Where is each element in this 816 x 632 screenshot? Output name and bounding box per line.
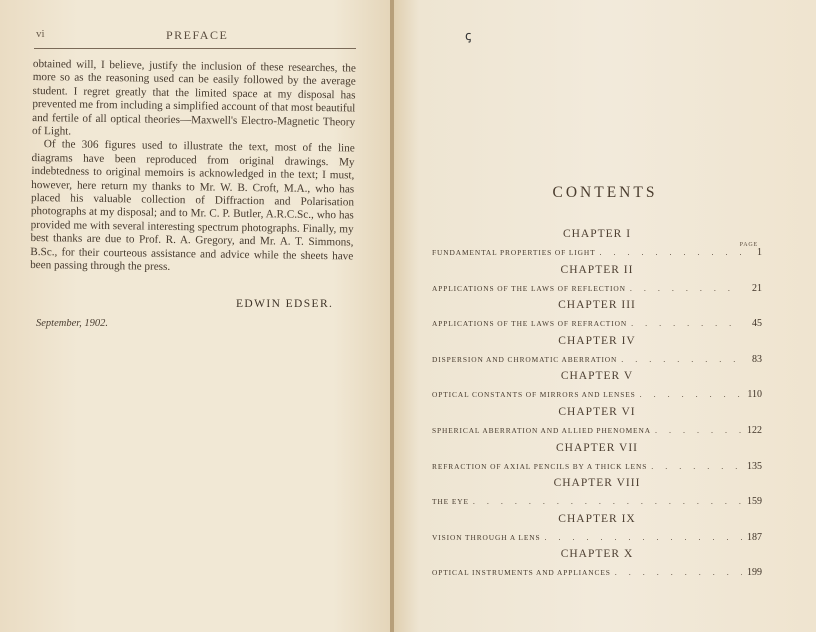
author-signature: EDWIN EDSER. bbox=[236, 298, 334, 310]
chapter-line[interactable] bbox=[432, 283, 762, 294]
chapter-page: 135 bbox=[747, 460, 762, 472]
chapter-line[interactable] bbox=[432, 496, 762, 507]
chapter-title: FUNDAMENTAL PROPERTIES OF LIGHT bbox=[432, 248, 596, 257]
dot-leader bbox=[600, 248, 742, 257]
chapter-heading: CHAPTER IV bbox=[558, 334, 636, 347]
toc-entry bbox=[432, 406, 762, 442]
chapter-line[interactable] bbox=[432, 389, 762, 400]
chapter-line[interactable] bbox=[432, 318, 762, 329]
chapter-page: 21 bbox=[752, 282, 762, 294]
dot-leader bbox=[655, 426, 742, 435]
chapter-line[interactable] bbox=[432, 425, 762, 436]
table-of-contents bbox=[432, 228, 762, 584]
toc-entry bbox=[432, 513, 762, 549]
chapter-line[interactable] bbox=[432, 567, 762, 578]
chapter-heading: CHAPTER VI bbox=[558, 405, 636, 418]
chapter-heading: CHAPTER II bbox=[560, 263, 634, 276]
chapter-line[interactable] bbox=[432, 354, 762, 365]
chapter-heading: CHAPTER VII bbox=[555, 441, 639, 454]
contents-title: CONTENTS bbox=[552, 184, 658, 201]
toc-entry bbox=[432, 477, 762, 513]
chapter-page: 1 bbox=[757, 247, 762, 258]
header-rule bbox=[34, 48, 356, 49]
chapter-page: 199 bbox=[747, 567, 762, 579]
toc-entry bbox=[432, 442, 762, 478]
chapter-line[interactable] bbox=[432, 461, 762, 472]
chapter-title: APPLICATIONS OF THE LAWS OF REFRACTION bbox=[432, 319, 628, 329]
running-head bbox=[36, 28, 356, 44]
toc-entry bbox=[432, 299, 762, 335]
chapter-title: APPLICATIONS OF THE LAWS OF REFLECTION bbox=[432, 283, 626, 293]
running-title: PREFACE bbox=[166, 28, 229, 42]
chapter-title: THE EYE bbox=[432, 497, 469, 507]
page-column-label: PAGE bbox=[739, 242, 758, 248]
chapter-title: OPTICAL INSTRUMENTS AND APPLIANCES bbox=[432, 568, 611, 578]
chapter-line[interactable] bbox=[432, 532, 762, 543]
chapter-page: 122 bbox=[747, 424, 762, 436]
dot-leader bbox=[631, 319, 742, 328]
preface-body bbox=[30, 58, 356, 277]
page-number: vi bbox=[36, 28, 45, 40]
chapter-title: VISION THROUGH A LENS bbox=[432, 532, 541, 542]
chapter-heading: CHAPTER X bbox=[560, 548, 634, 561]
dot-leader bbox=[640, 390, 742, 399]
chapter-page: 159 bbox=[747, 496, 762, 508]
chapter-title: REFRACTION OF AXIAL PENCILS BY A THICK LENS bbox=[432, 461, 648, 471]
preface-paragraph: Of the 306 figures used to illustrate the text, most of the line diagrams have been reproduced from original drawings. My indebtedness to original memoirs is acknowledged in the text; I must, however, here return my thanks to Mr. W. B. Croft, M.A., who has placed his valuable collection of Diffraction and Polarisation photographs at my disposal; and to Mr. C. P. Butler, A.R.C.Sc., who has provided me with several interesting spectrum photographs. Finally, my best thanks are due to Prof. R. A. Gregory, and Mr. A. T. Simmons, B.Sc., for their courteous assistance and advice while the sheets have been passing through the press. bbox=[30, 138, 355, 274]
dot-leader bbox=[473, 497, 742, 506]
toc-entry bbox=[432, 228, 762, 264]
preface-date: September, 1902. bbox=[36, 318, 109, 329]
chapter-page: 45 bbox=[752, 318, 762, 330]
dot-leader bbox=[651, 462, 742, 471]
toc-entry bbox=[432, 548, 762, 584]
chapter-title: SPHERICAL ABERRATION AND ALLIED PHENOMENA bbox=[432, 425, 651, 435]
chapter-heading: CHAPTER V bbox=[560, 370, 634, 383]
dot-leader bbox=[630, 284, 742, 293]
toc-entry bbox=[432, 335, 762, 371]
dot-leader bbox=[544, 533, 742, 542]
chapter-line[interactable] bbox=[432, 247, 762, 258]
preface-paragraph: obtained will, I believe, justify the inclusion of these researches, the more so as the reasoning used can be easily followed by the average student. I regret greatly that the limited space at my disposal has prevented me from including a simplified account of that most beautiful and fertile of all optical theories—Maxwell's Electro-Magnetic Theory of Light. bbox=[31, 58, 356, 138]
chapter-page: 187 bbox=[747, 531, 762, 543]
dot-leader bbox=[621, 355, 742, 364]
chapter-heading: CHAPTER VIII bbox=[553, 477, 641, 490]
chapter-title: OPTICAL CONSTANTS OF MIRRORS AND LENSES bbox=[432, 390, 636, 400]
chapter-page: 83 bbox=[752, 353, 762, 365]
dot-leader bbox=[615, 568, 742, 577]
chapter-page: 110 bbox=[747, 389, 762, 401]
chapter-title: DISPERSION AND CHROMATIC ABERRATION bbox=[432, 354, 618, 364]
chapter-heading: CHAPTER III bbox=[558, 299, 636, 312]
ink-mark: ꞔ bbox=[465, 28, 472, 43]
chapter-heading: CHAPTER I bbox=[562, 228, 632, 240]
chapter-heading: CHAPTER IX bbox=[558, 512, 636, 525]
toc-entry bbox=[432, 264, 762, 300]
toc-entry bbox=[432, 370, 762, 406]
